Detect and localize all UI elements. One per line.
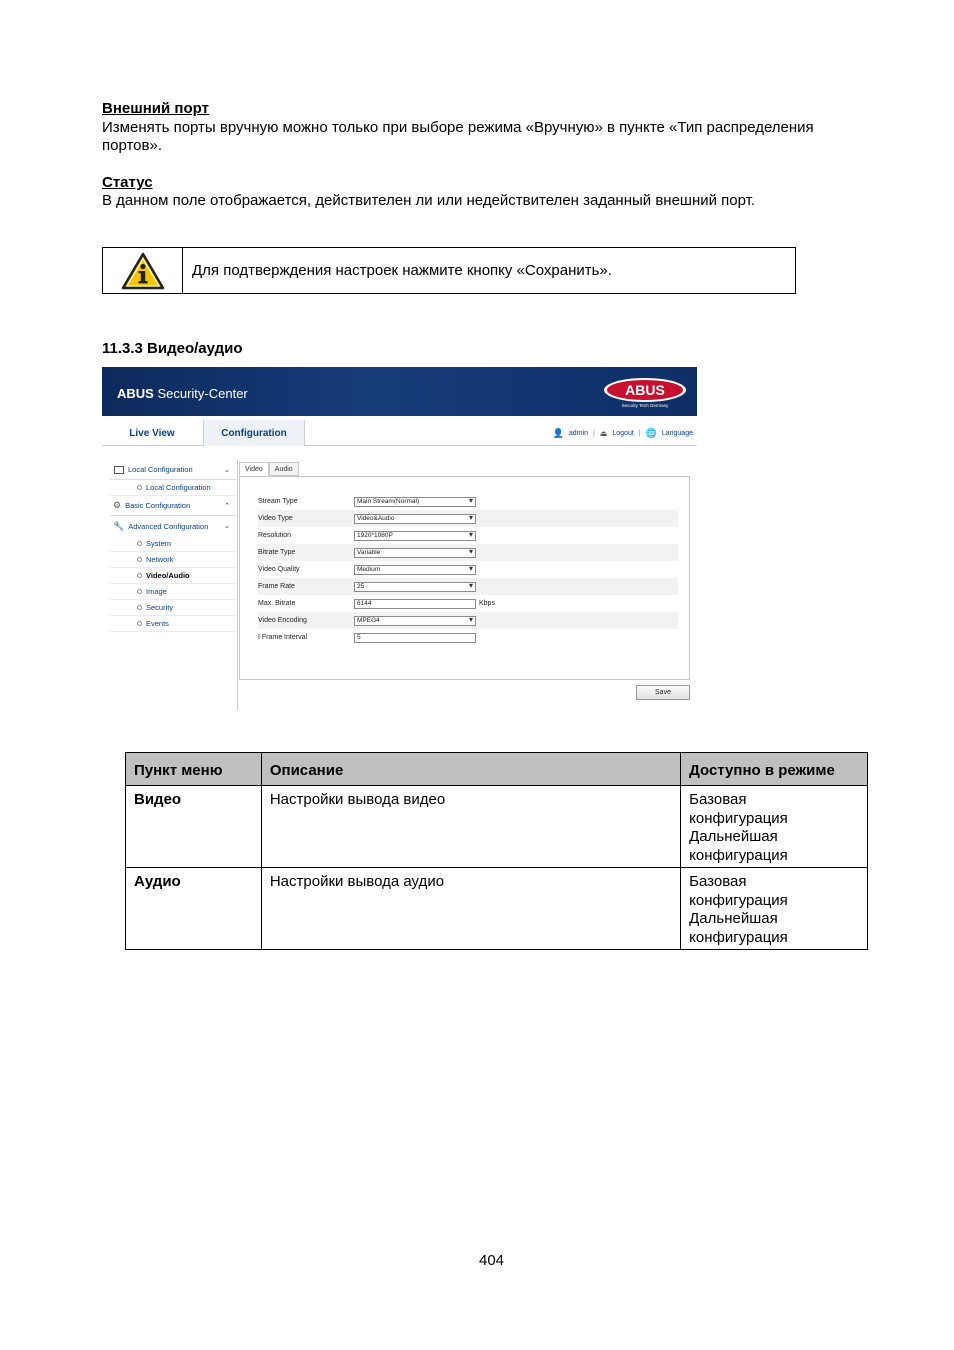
tab-video[interactable]: Video <box>239 462 269 476</box>
menu-table <box>125 752 868 950</box>
label: Max. Bitrate <box>258 600 296 607</box>
save-button[interactable]: Save <box>636 685 690 700</box>
sidebar-advanced-configuration[interactable]: 🔧 Advanced Configuration ⌄ <box>113 520 230 531</box>
sidebar-item-system[interactable]: System <box>110 536 236 552</box>
logout-icon: ⏏ <box>599 429 608 438</box>
label: I Frame Interval <box>258 634 308 641</box>
note-icon-cell <box>103 248 183 293</box>
bitrate-type-select[interactable]: Variable ▾ <box>354 548 476 558</box>
tab-configuration[interactable]: Configuration <box>203 420 305 446</box>
stream-type-select[interactable]: Main Stream(Normal) ▾ <box>354 497 476 507</box>
bullet-icon <box>137 557 142 562</box>
video-encoding-select[interactable]: MPEG4 ▾ <box>354 616 476 626</box>
cell-modes: Базовая конфигурация Дальнейшая конфигурация <box>681 786 868 868</box>
chevron-up-icon: ⌃ <box>224 502 230 510</box>
label: Resolution <box>258 532 292 539</box>
abus-logo <box>603 377 687 409</box>
video-quality-select[interactable]: Medium ▾ <box>354 565 476 575</box>
label: Stream Type <box>258 498 298 505</box>
row-i-frame-interval <box>258 629 678 646</box>
settings-panel <box>239 476 690 680</box>
page-number: 404 <box>478 1252 505 1269</box>
sidebar-item-local-configuration[interactable]: Local Configuration <box>110 480 236 496</box>
warning-info-icon <box>121 252 165 290</box>
note-text: Для подтверждения настроек нажмите кнопку «Сохранить». <box>192 262 612 279</box>
wrench-icon: 🔧 <box>113 520 125 531</box>
external-port-heading: Внешний порт <box>102 100 209 117</box>
app-brand: ABUS Security-Center <box>117 386 248 401</box>
nav-bar <box>102 420 697 446</box>
status-heading: Статус <box>102 174 153 191</box>
resolution-select[interactable]: 1920*1080P ▾ <box>354 531 476 541</box>
subtabs <box>239 462 299 476</box>
row-stream-type <box>258 493 678 510</box>
app-header <box>102 367 697 416</box>
bullet-icon <box>137 541 142 546</box>
table-header-row <box>126 753 868 786</box>
bullet-icon <box>137 589 142 594</box>
row-resolution <box>258 527 678 544</box>
svg-text:ABUS: ABUS <box>625 382 665 398</box>
section-title: 11.3.3 Видео/аудио <box>102 340 243 357</box>
frame-rate-select[interactable]: 25 ▾ <box>354 582 476 592</box>
embedded-screenshot <box>102 367 697 710</box>
row-video-quality <box>258 561 678 578</box>
label: Video Quality <box>258 566 300 573</box>
max-bitrate-input[interactable]: 6144 <box>354 599 476 609</box>
header-available-mode: Доступно в режиме <box>681 753 868 786</box>
sidebar-local-configuration[interactable]: Local Configuration ⌄ <box>110 460 236 480</box>
label: Video Type <box>258 515 293 522</box>
bullet-icon <box>137 573 142 578</box>
row-video-type <box>258 510 678 527</box>
label: Bitrate Type <box>258 549 296 556</box>
gear-icon: ⚙ <box>113 500 122 510</box>
table-row <box>126 868 868 950</box>
logout-link[interactable]: Logout <box>612 430 634 437</box>
cell-description: Настройки вывода аудио <box>261 868 680 950</box>
cell-modes: Базовая конфигурация Дальнейшая конфигурация <box>681 868 868 950</box>
tab-live-view[interactable]: Live View <box>129 427 175 439</box>
status-text: В данном поле отображается, действителен ли или недействителен заданный внешний порт. <box>102 192 756 209</box>
header-menu-item: Пункт меню <box>126 753 262 786</box>
sidebar-item-network[interactable]: Network <box>110 552 236 568</box>
globe-icon: 🌐 <box>645 428 657 438</box>
row-frame-rate <box>258 578 678 595</box>
sidebar-basic-configuration[interactable]: ⚙ Basic Configuration ⌃ <box>110 496 236 516</box>
external-port-text-line1: Изменять порты вручную можно только при выборе режима «Вручную» в пункте «Тип распределения <box>102 119 814 136</box>
sidebar-item-events[interactable]: Events <box>110 616 236 632</box>
language-link[interactable]: Language <box>661 430 693 437</box>
sidebar <box>110 460 236 632</box>
row-video-encoding <box>258 612 678 629</box>
note-box <box>102 247 796 294</box>
tab-audio[interactable]: Audio <box>269 462 299 476</box>
external-port-text-line2: портов». <box>102 137 162 154</box>
chevron-down-icon: ⌄ <box>224 466 230 474</box>
video-type-select[interactable]: Video&Audio ▾ <box>354 514 476 524</box>
user-name[interactable]: admin <box>568 430 588 437</box>
user-icon: 👤 <box>552 428 564 438</box>
cell-item: Видео <box>126 786 262 868</box>
sidebar-item-security[interactable]: Security <box>110 600 236 616</box>
bullet-icon <box>137 605 142 610</box>
unit-label: Kbps <box>479 600 495 607</box>
chevron-down-icon: ⌄ <box>224 523 230 530</box>
label: Video Encoding <box>258 617 307 624</box>
table-row <box>126 786 868 868</box>
nav-user-area: 👤 admin | ⏏ Logout | 🌐 Language <box>552 428 693 438</box>
label: Frame Rate <box>258 583 295 590</box>
header-description: Описание <box>261 753 680 786</box>
monitor-icon <box>114 466 124 474</box>
sidebar-item-image[interactable]: Image <box>110 584 236 600</box>
cell-description: Настройки вывода видео <box>261 786 680 868</box>
row-max-bitrate <box>258 595 678 612</box>
bullet-icon <box>137 621 142 626</box>
sidebar-divider <box>237 460 238 710</box>
bullet-icon <box>137 485 142 490</box>
sidebar-item-video-audio[interactable]: Video/Audio <box>110 568 236 584</box>
i-frame-interval-input[interactable]: 5 <box>354 633 476 643</box>
svg-text:Security Tech Germany: Security Tech Germany <box>621 403 669 408</box>
cell-item: Аудио <box>126 868 262 950</box>
row-bitrate-type <box>258 544 678 561</box>
